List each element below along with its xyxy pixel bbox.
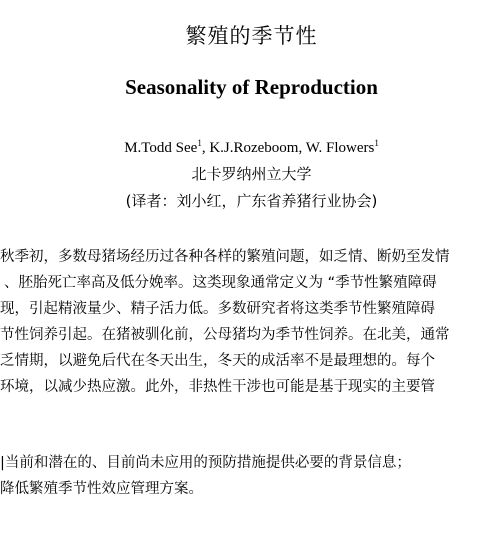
affiliation: 北卡罗纳州立大学 <box>191 165 312 183</box>
body-text-line: 降低繁殖季节性效应管理方案。 <box>0 481 203 497</box>
chinese-title: 繁殖的季节性 <box>185 24 318 48</box>
translator-note: (译者：刘小红，广东省养猪行业协会) <box>125 192 378 210</box>
author-names: , K.J.Rozeboom, W. Flowers <box>201 140 375 156</box>
author-line <box>0 140 503 157</box>
author-name: M.Todd See <box>124 140 198 156</box>
body-text-line: 秋季初，多数母猪场经历过各种各样的繁殖问题，如乏情、断奶至发情 <box>0 249 450 265</box>
body-text-line: 、胚胎死亡率高及低分娩率。这类现象通常定义为 “季节性繁殖障碍 <box>4 275 437 291</box>
english-title: Seasonality of Reproduction <box>125 75 378 99</box>
body-text-line: 环境，以减少热应激。此外，非热性干涉也可能是基于现实的主要管 <box>0 379 435 395</box>
body-text-line: 乏情期，以避免后代在冬天出生，冬天的成活率不是最理想的。每个 <box>0 353 435 369</box>
body-text-line: |当前和潜在的、目前尚未应用的预防措施提供必要的背景信息； <box>0 455 411 471</box>
affiliation-mark: 1 <box>197 138 202 148</box>
body-text-line: 节性饲养引起。在猪被驯化前，公母猪均为季节性饲养。在北美，通常 <box>0 327 450 343</box>
affiliation-mark: 1 <box>374 138 379 148</box>
body-text-line: 现，引起精液量少、精子活力低。多数研究者将这类季节性繁殖障碍 <box>0 301 435 317</box>
